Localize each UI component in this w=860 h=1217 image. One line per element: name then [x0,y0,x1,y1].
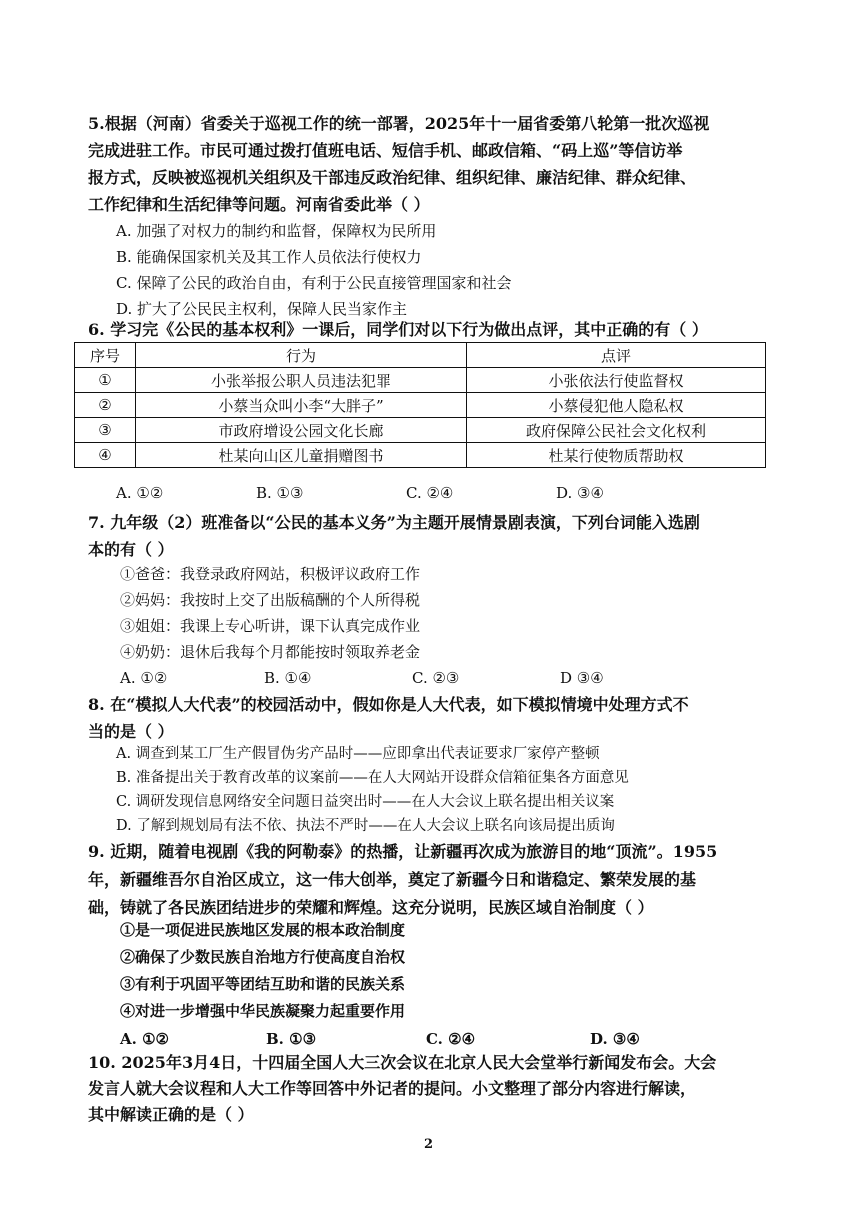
question-10-line: 其中解读正确的是（ ） [88,1105,254,1124]
question-8-option-a: A. 调查到某工厂生产假冒伪劣产品时——应即拿出代表证要求厂家停产整顿 [116,746,600,762]
option-b: B. ①③ [266,1030,317,1048]
question-6-stem [88,316,788,343]
option-d: D ③④ [560,669,604,687]
question-5-option-d: D. 扩大了公民民主权利，保障人民当家作主 [116,300,408,318]
question-8-line: 当的是（ ） [88,722,174,741]
table-cell: ① [75,368,136,393]
table-header-cell: 点评 [467,343,766,368]
question-9-line: 9. 近期，随着电视剧《我的阿勒泰》的热播，让新疆再次成为旅游目的地“顶流”。1955 [88,842,718,861]
question-6-options [116,481,716,505]
question-9-item: ③有利于巩固平等团结互助和谐的民族关系 [120,975,406,993]
question-8-line: 8. 在“模拟人大代表”的校园活动中，假如你是人大代表，如下模拟情境中处理方式不 [88,695,689,714]
table-cell: 小张依法行使监督权 [467,368,766,393]
option-b: B. ①③ [256,484,304,502]
question-10-stem [88,1050,788,1128]
table-row [75,393,766,418]
table-cell: ② [75,393,136,418]
table-cell: ③ [75,418,136,443]
question-9-options [120,1027,720,1051]
option-a: A. ①② [120,669,168,687]
question-8-option-c: C. 调研发现信息网络安全问题日益突出时——在人大会议上联名提出相关议案 [116,794,615,810]
question-10-line: 发言人就大会议程和人大工作等回答中外记者的提问。小文整理了部分内容进行解读， [88,1079,697,1098]
table-header-cell: 序号 [75,343,136,368]
table-cell: 市政府增设公园文化长廊 [136,418,467,443]
question-8-option-d: D. 了解到规划局有法不依、执法不严时——在人大会议上联名向该局提出质询 [116,818,615,834]
question-5-option-c: C. 保障了公民的政治自由，有利于公民直接管理国家和社会 [116,274,512,292]
question-9-line: 年，新疆维吾尔自治区成立，这一伟大创举，奠定了新疆今日和谐稳定、繁荣发展的基 [88,870,697,889]
question-9-item: ④对进一步增强中华民族凝聚力起重要作用 [120,1002,406,1020]
question-9-item: ①是一项促进民族地区发展的根本政治制度 [120,921,406,939]
question-9-line: 础，铸就了各民族团结进步的荣耀和辉煌。这充分说明，民族区域自治制度（ ） [88,898,654,917]
option-b: B. ①④ [264,669,312,687]
table-row [75,418,766,443]
option-d: D. ③④ [590,1030,640,1048]
question-5-line: 5.根据（河南）省委关于巡视工作的统一部署，2025年十一届省委第八轮第一批次巡视 [88,114,710,133]
table-row [75,443,766,468]
question-5-line: 工作纪律和生活纪律等问题。河南省委此举（ ） [88,195,430,214]
table-row [75,368,766,393]
table-cell: 杜某向山区儿童捐赠图书 [136,443,467,468]
question-7-stem [88,509,788,563]
question-9-stem [88,838,788,922]
option-d: D. ③④ [556,484,604,502]
table-cell: 小蔡当众叫小李“大胖子” [136,393,467,418]
question-8-stem [88,691,788,745]
page-number: 2 [424,1137,434,1152]
question-7-item: ①爸爸：我登录政府网站，积极评议政府工作 [120,565,421,583]
question-7-item: ④奶奶：退休后我每个月都能按时领取养老金 [120,643,421,661]
table-header-row [75,343,766,368]
option-c: C. ②④ [426,1030,476,1048]
question-7-item: ②妈妈：我按时上交了出版稿酬的个人所得税 [120,591,421,609]
table-header-cell: 行为 [136,343,467,368]
question-6-line: 6. 学习完《公民的基本权利》一课后，同学们对以下行为做出点评，其中正确的有（ ） [88,320,708,339]
table-cell: 政府保障公民社会文化权利 [467,418,766,443]
question-7-options [120,666,720,690]
question-10-line: 10. 2025年3月4日，十四届全国人大三次会议在北京人民大会堂举行新闻发布会。大会 [88,1053,717,1072]
question-5-stem [88,110,788,218]
table-cell: 小张举报公职人员违法犯罪 [136,368,467,393]
question-7-line: 本的有（ ） [88,540,174,559]
table-cell: 小蔡侵犯他人隐私权 [467,393,766,418]
question-9-item: ②确保了少数民族自治地方行使高度自治权 [120,948,406,966]
question-5-line: 完成进驻工作。市民可通过拨打值班电话、短信手机、邮政信箱、“码上巡”等信访举 [88,141,683,160]
table-cell: 杜某行使物质帮助权 [467,443,766,468]
option-c: C. ②④ [406,484,454,502]
option-a: A. ①② [120,1030,169,1048]
question-7-line: 7. 九年级（2）班准备以“公民的基本义务”为主题开展情景剧表演，下列台词能入选剧 [88,513,700,532]
question-5-option-b: B. 能确保国家机关及其工作人员依法行使权力 [116,248,422,266]
question-5-option-a: A. 加强了对权力的制约和监督，保障权为民所用 [116,222,437,240]
question-5-line: 报方式，反映被巡视机关组织及干部违反政治纪律、组织纪律、廉洁纪律、群众纪律、 [88,168,697,187]
option-a: A. ①② [116,484,164,502]
question-7-item: ③姐姐：我课上专心听讲，课下认真完成作业 [120,617,421,635]
question-8-option-b: B. 准备提出关于教育改革的议案前——在人大网站开设群众信箱征集各方面意见 [116,770,629,786]
question-6-table [74,342,766,468]
option-c: C. ②③ [412,669,460,687]
table-cell: ④ [75,443,136,468]
